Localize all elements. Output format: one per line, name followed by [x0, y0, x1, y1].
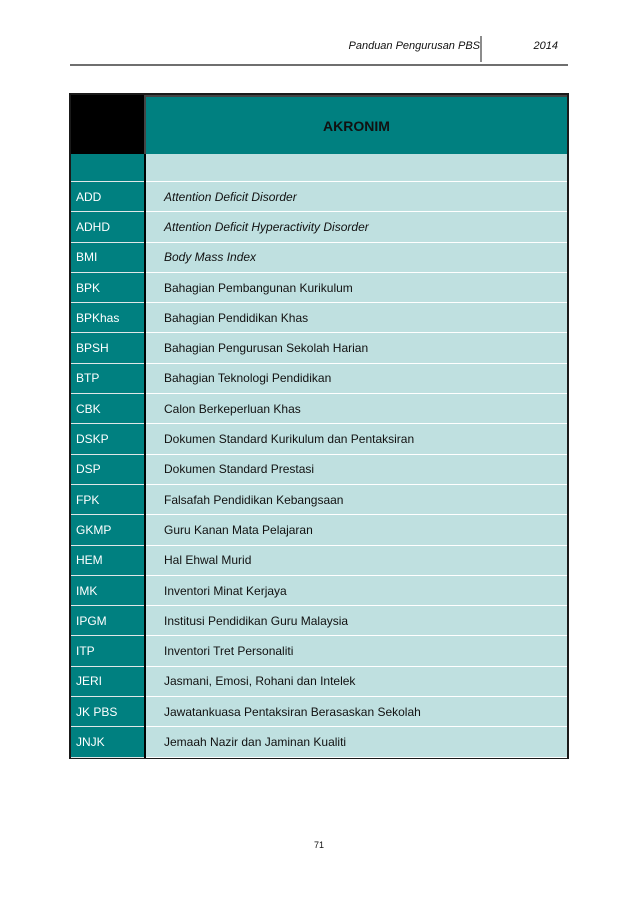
- acronym-cell: IMK: [71, 575, 145, 605]
- meaning-cell: Inventori Minat Kerjaya: [145, 575, 567, 605]
- document-title: Panduan Pengurusan PBS: [348, 40, 480, 52]
- table-header-row: [71, 96, 567, 154]
- acronym-cell: JK PBS: [71, 697, 145, 727]
- meaning-cell: Dokumen Standard Prestasi: [145, 454, 567, 484]
- acronym-cell: CBK: [71, 394, 145, 424]
- meaning-cell: Bahagian Teknologi Pendidikan: [145, 363, 567, 393]
- table-heading: AKRONIM: [145, 96, 567, 154]
- acronym-cell: ITP: [71, 636, 145, 666]
- acronym-cell: BPSH: [71, 333, 145, 363]
- table-row: [71, 272, 567, 302]
- table-row: [71, 727, 567, 757]
- acronym-cell: ADHD: [71, 212, 145, 242]
- table-row: [71, 394, 567, 424]
- meaning-cell: Jasmani, Emosi, Rohani dan Intelek: [145, 666, 567, 696]
- table-row: [71, 697, 567, 727]
- table-row: [71, 666, 567, 696]
- meaning-cell: Guru Kanan Mata Pelajaran: [145, 515, 567, 545]
- blank-row: [71, 154, 567, 182]
- meaning-cell: Jawatankuasa Pentaksiran Berasaskan Sekolah: [145, 697, 567, 727]
- table-row: [71, 484, 567, 514]
- table-row: [71, 545, 567, 575]
- blank-acronym-cell: [71, 154, 145, 182]
- meaning-cell: Bahagian Pembangunan Kurikulum: [145, 272, 567, 302]
- table-row: [71, 182, 567, 212]
- meaning-cell: Falsafah Pendidikan Kebangsaan: [145, 484, 567, 514]
- page-header: [70, 36, 568, 66]
- table-row: [71, 606, 567, 636]
- meaning-cell: Institusi Pendidikan Guru Malaysia: [145, 606, 567, 636]
- table-row: [71, 636, 567, 666]
- table-row: [71, 424, 567, 454]
- meaning-cell: Bahagian Pendidikan Khas: [145, 303, 567, 333]
- document-year: 2014: [533, 40, 558, 52]
- acronym-cell: JNJK: [71, 727, 145, 757]
- meaning-cell: Attention Deficit Hyperactivity Disorder: [145, 212, 567, 242]
- acronym-cell: GKMP: [71, 515, 145, 545]
- acronym-cell: BPKhas: [71, 303, 145, 333]
- table-row: [71, 242, 567, 272]
- acronym-cell: HEM: [71, 545, 145, 575]
- acronym-cell: BTP: [71, 363, 145, 393]
- acronym-cell: FPK: [71, 484, 145, 514]
- acronym-cell: BMI: [71, 242, 145, 272]
- acronym-table: [69, 93, 569, 759]
- header-corner-cell: [71, 96, 145, 154]
- meaning-cell: Bahagian Pengurusan Sekolah Harian: [145, 333, 567, 363]
- table-row: [71, 454, 567, 484]
- meaning-cell: Body Mass Index: [145, 242, 567, 272]
- acronym-cell: DSKP: [71, 424, 145, 454]
- table-row: [71, 515, 567, 545]
- acronym-cell: ADD: [71, 182, 145, 212]
- meaning-cell: Calon Berkeperluan Khas: [145, 394, 567, 424]
- meaning-cell: Jemaah Nazir dan Jaminan Kualiti: [145, 727, 567, 757]
- acronym-cell: BPK: [71, 272, 145, 302]
- table-row: [71, 333, 567, 363]
- table-row: [71, 363, 567, 393]
- header-separator: [480, 36, 482, 62]
- meaning-cell: Dokumen Standard Kurikulum dan Pentaksiran: [145, 424, 567, 454]
- meaning-cell: Hal Ehwal Murid: [145, 545, 567, 575]
- acronym-cell: JERI: [71, 666, 145, 696]
- meaning-cell: Attention Deficit Disorder: [145, 182, 567, 212]
- table-row: [71, 303, 567, 333]
- acronym-cell: DSP: [71, 454, 145, 484]
- table-row: [71, 575, 567, 605]
- table-row: [71, 212, 567, 242]
- page-number: 71: [313, 840, 324, 850]
- meaning-cell: Inventori Tret Personaliti: [145, 636, 567, 666]
- blank-meaning-cell: [145, 154, 567, 182]
- acronym-cell: IPGM: [71, 606, 145, 636]
